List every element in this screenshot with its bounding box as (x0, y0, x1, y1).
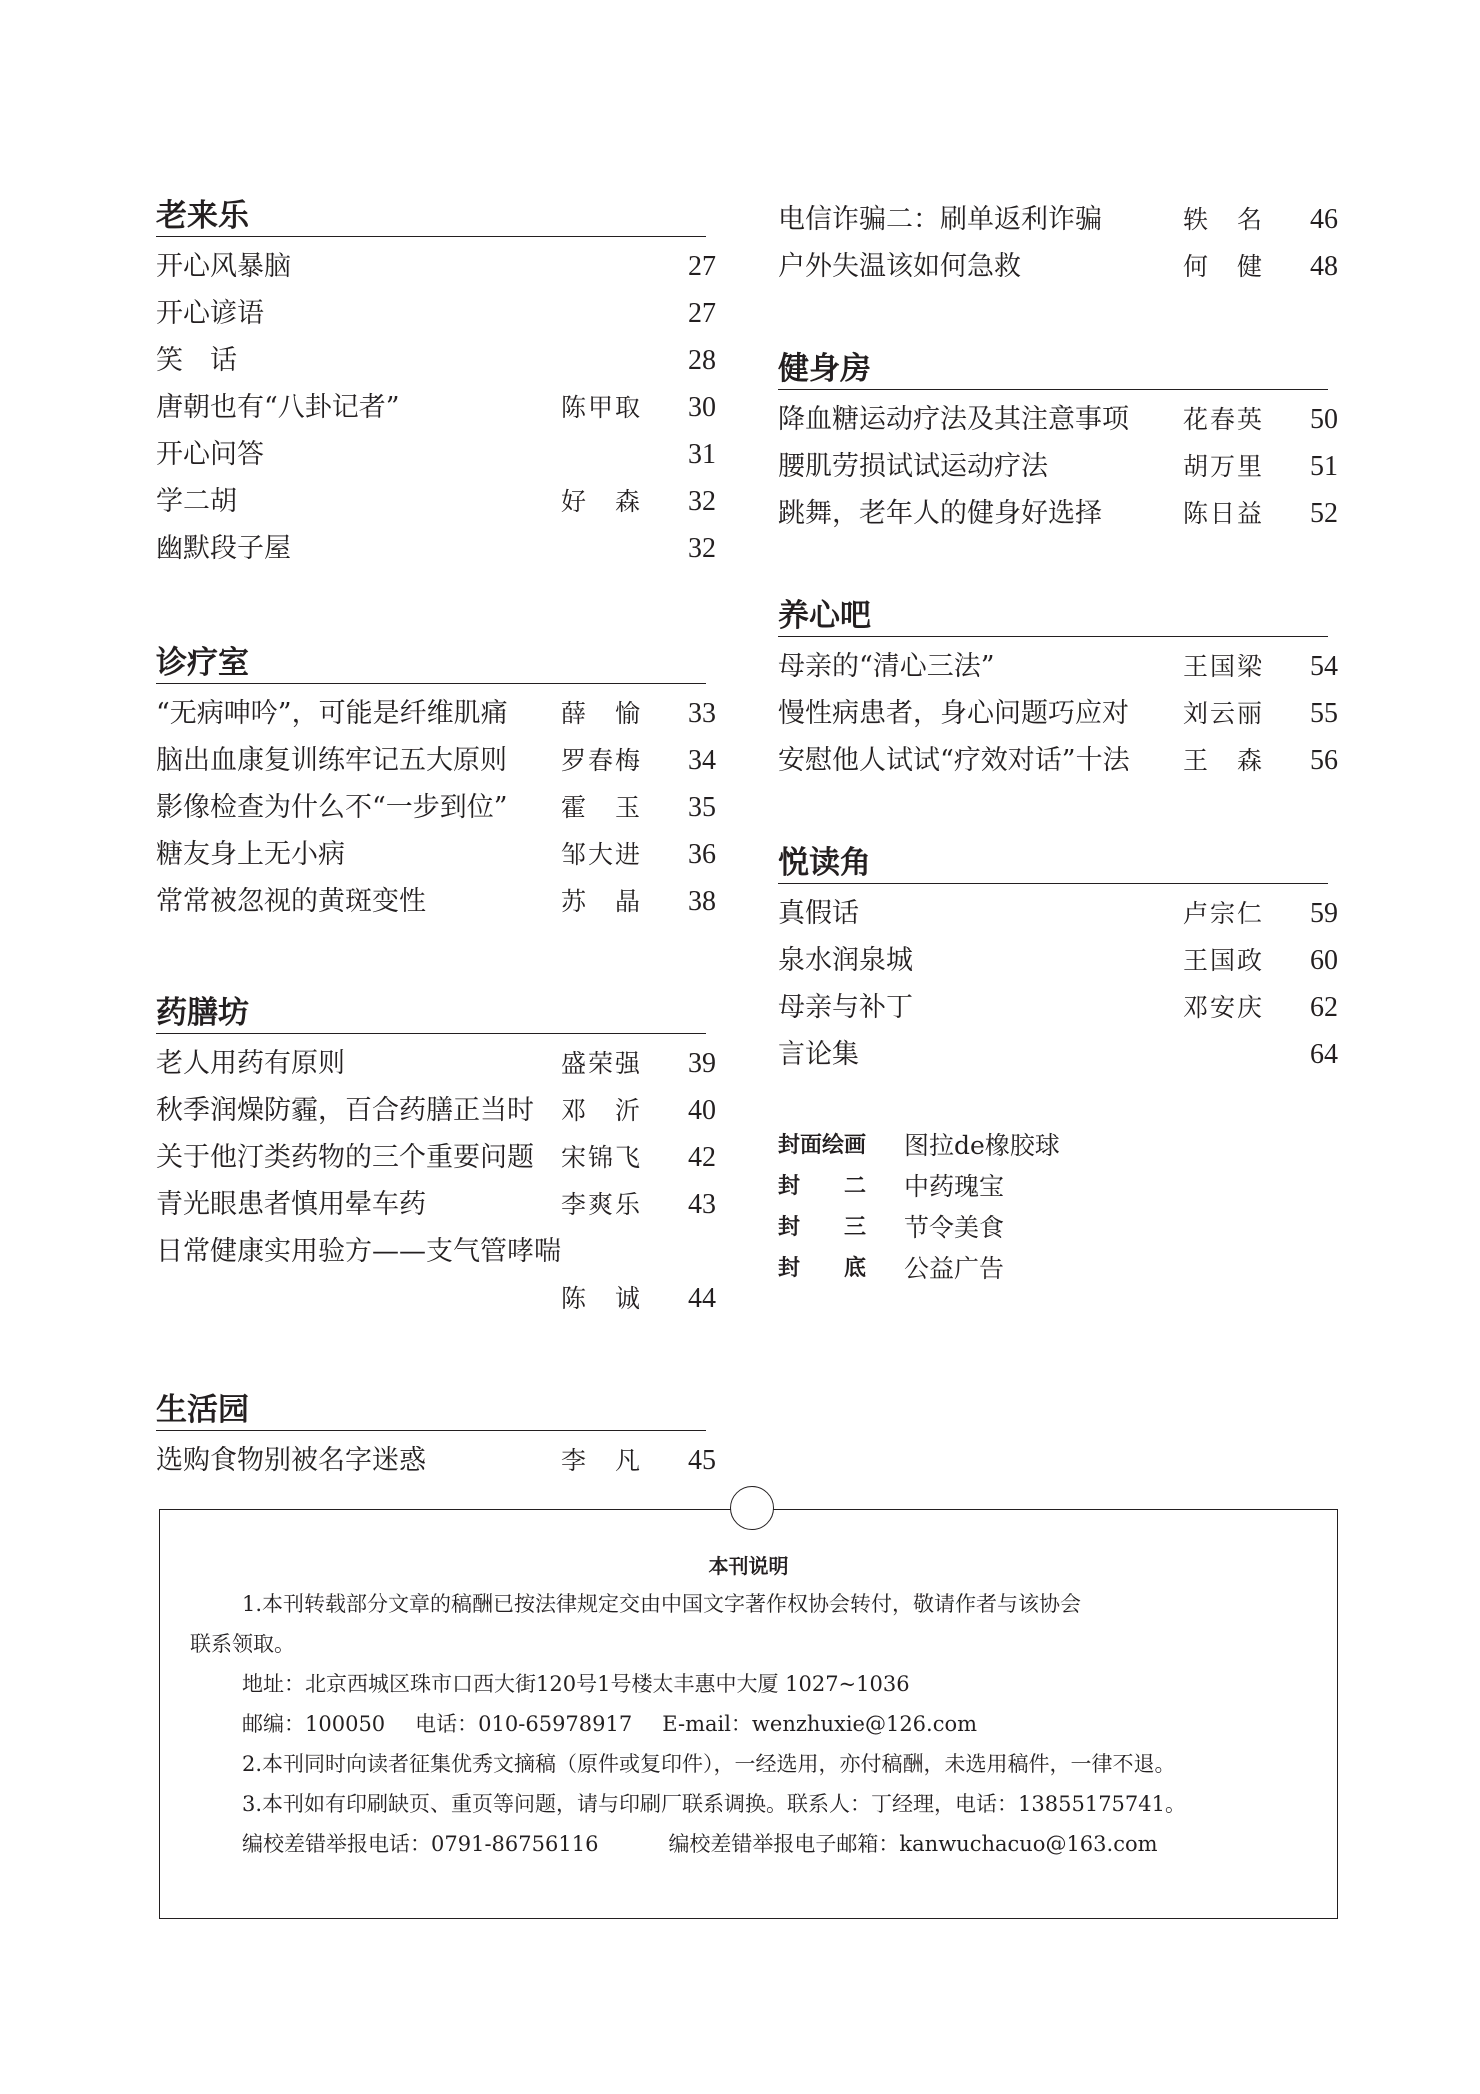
notice-report-line (190, 1824, 1307, 1864)
entry-page: 28 (688, 345, 716, 376)
credit-row (778, 1207, 1338, 1248)
section-heading: 生活园 (156, 1390, 706, 1431)
entry-author: 邓安庆 (1183, 993, 1265, 1022)
toc-entry[interactable] (778, 243, 1338, 290)
notice-report-phone: 编校差错举报电话：0791-86756116 (242, 1832, 599, 1856)
entry-page: 60 (1310, 945, 1338, 976)
entry-page: 39 (688, 1048, 716, 1079)
notice-line-1: 1.本刊转载部分文章的稿酬已按法律规定交由中国文字著作权协会转付，敬请作者与该协会 (242, 1592, 1082, 1616)
entry-title: 真假话 (778, 898, 859, 929)
entry-title: 言论集 (778, 1039, 859, 1070)
entry-author: 霍 玉 (561, 793, 643, 822)
notice-contact-line (190, 1704, 1307, 1744)
toc-entry[interactable] (156, 737, 716, 784)
toc-entry[interactable] (156, 1228, 716, 1275)
entry-page: 27 (688, 251, 716, 282)
entry-title: 影像检查为什么不“一步到位” (156, 792, 508, 823)
entry-title: 开心谚语 (156, 298, 264, 329)
credit-value: 公益广告 (904, 1254, 1005, 1283)
toc-left-column (156, 196, 716, 1484)
entry-title: 唐朝也有“八卦记者” (156, 392, 400, 423)
journal-notice-box (159, 1509, 1338, 1919)
entry-page: 34 (688, 745, 716, 776)
notice-body (160, 1584, 1337, 1864)
credit-value: 中药瑰宝 (904, 1172, 1005, 1201)
credit-row (778, 1125, 1338, 1166)
entry-title: 降血糖运动疗法及其注意事项 (778, 404, 1129, 435)
toc-section-yangxinba (778, 596, 1338, 784)
entry-page: 55 (1310, 698, 1338, 729)
toc-entry[interactable] (156, 290, 716, 337)
toc-entry[interactable] (156, 431, 716, 478)
entry-page: 59 (1310, 898, 1338, 929)
entry-author: 何 健 (1183, 252, 1265, 281)
notice-line-1b: 联系领取。 (190, 1632, 295, 1656)
entry-page: 51 (1310, 451, 1338, 482)
toc-section-yaoshanfang (156, 993, 716, 1322)
toc-section-jianshenfang (778, 349, 1338, 537)
entry-author: 陈甲取 (561, 393, 643, 422)
toc-section-shenghuoyuan (156, 1390, 716, 1484)
entry-author: 罗春梅 (561, 746, 643, 775)
section-heading: 健身房 (778, 349, 1328, 390)
toc-entry[interactable] (778, 984, 1338, 1031)
entry-page: 50 (1310, 404, 1338, 435)
notice-postcode: 邮编：100050 (242, 1712, 386, 1736)
entry-title: 户外失温该如何急救 (778, 251, 1021, 282)
entry-title: 安慰他人试试“疗效对话”十法 (778, 745, 1130, 776)
toc-entry[interactable] (778, 196, 1338, 243)
entry-title: 青光眼患者慎用晕车药 (156, 1189, 426, 1220)
section-heading: 养心吧 (778, 596, 1328, 637)
entry-page: 54 (1310, 651, 1338, 682)
toc-entry[interactable] (778, 890, 1338, 937)
entry-page: 30 (688, 392, 716, 423)
toc-entry[interactable] (156, 337, 716, 384)
entry-title: 关于他汀类药物的三个重要问题 (156, 1142, 534, 1173)
section-heading: 药膳坊 (156, 993, 706, 1034)
entry-author: 苏 晶 (561, 887, 643, 916)
entry-author: 邹大进 (561, 840, 643, 869)
entry-page: 42 (688, 1142, 716, 1173)
toc-entry[interactable] (156, 1087, 716, 1134)
entry-title: “无病呻吟”，可能是纤维肌痛 (156, 698, 508, 729)
entry-title: 常常被忽视的黄斑变性 (156, 886, 426, 917)
entry-page: 36 (688, 839, 716, 870)
toc-entry[interactable] (156, 831, 716, 878)
credit-value: 节令美食 (904, 1213, 1005, 1242)
toc-entry[interactable] (778, 937, 1338, 984)
entry-author: 陈日益 (1183, 499, 1265, 528)
toc-entry[interactable] (778, 690, 1338, 737)
entry-author: 胡万里 (1183, 452, 1265, 481)
toc-entry[interactable] (778, 1031, 1338, 1078)
notice-email: E-mail：wenzhuxie@126.com (662, 1712, 978, 1736)
entry-page: 33 (688, 698, 716, 729)
entry-page: 40 (688, 1095, 716, 1126)
notice-line-2: 2.本刊同时向读者征集优秀文摘稿（原件或复印件），一经选用，亦付稿酬，未选用稿件，一律不退。 (242, 1752, 1176, 1776)
toc-section-laolaile (156, 196, 716, 572)
entry-title: 脑出血康复训练牢记五大原则 (156, 745, 507, 776)
entry-title: 日常健康实用验方——支气管哮喘 (156, 1236, 561, 1267)
entry-title: 选购食物别被名字迷惑 (156, 1445, 426, 1476)
entry-page: 56 (1310, 745, 1338, 776)
entry-title: 母亲的“清心三法” (778, 651, 995, 682)
entry-title: 笑 话 (156, 345, 237, 376)
notice-title: 本刊说明 (708, 1554, 789, 1578)
toc-section-zhenliaoshi (156, 643, 716, 925)
entry-author: 王 森 (1183, 746, 1265, 775)
toc-entry[interactable] (778, 737, 1338, 784)
toc-entry[interactable] (156, 243, 716, 290)
entry-page: 52 (1310, 498, 1338, 529)
toc-section-yuedujiao (778, 843, 1338, 1078)
entry-author: 刘云丽 (1183, 699, 1265, 728)
notice-phone: 电话：010-65978917 (415, 1712, 633, 1736)
entry-page: 32 (688, 533, 716, 564)
entry-author: 盛荣强 (561, 1049, 643, 1078)
entry-page: 31 (688, 439, 716, 470)
entry-title: 老人用药有原则 (156, 1048, 345, 1079)
toc-entry[interactable] (156, 1181, 716, 1228)
notice-address: 地址：北京西城区珠市口西大街120号1号楼太丰惠中大厦 1027~1036 (242, 1672, 910, 1696)
entry-author: 李爽乐 (561, 1190, 643, 1219)
entry-page: 45 (688, 1445, 716, 1476)
toc-entry[interactable] (156, 384, 716, 431)
entry-title: 幽默段子屋 (156, 533, 291, 564)
entry-author: 王国政 (1183, 946, 1265, 975)
entry-title: 母亲与补丁 (778, 992, 913, 1023)
credit-value: 图拉de橡胶球 (904, 1131, 1060, 1160)
toc-entry[interactable] (156, 784, 716, 831)
toc-entry[interactable] (156, 525, 716, 572)
entry-title: 泉水润泉城 (778, 945, 913, 976)
toc-right-column (778, 196, 1338, 1289)
entry-page: 43 (688, 1189, 716, 1220)
credit-label: 封面绘画 (778, 1133, 867, 1158)
notice-report-email: 编校差错举报电子邮箱：kanwuchacuo@163.com (668, 1832, 1158, 1856)
credit-label: 封 底 (778, 1256, 867, 1281)
credit-row (778, 1248, 1338, 1289)
toc-entry[interactable] (778, 643, 1338, 690)
entry-title: 开心风暴脑 (156, 251, 291, 282)
entry-page: 64 (1310, 1039, 1338, 1070)
toc-entry[interactable] (156, 878, 716, 925)
entry-author: 薛 愉 (561, 699, 643, 728)
entry-title: 糖友身上无小病 (156, 839, 345, 870)
entry-author: 宋锦飞 (561, 1143, 643, 1172)
toc-entry[interactable] (156, 690, 716, 737)
notice-line-3: 3.本刊如有印刷缺页、重页等问题，请与印刷厂联系调换。联系人：丁经理，电话：13855175741。 (242, 1792, 1187, 1816)
section-heading: 老来乐 (156, 196, 706, 237)
entry-page: 48 (1310, 251, 1338, 282)
toc-entry[interactable] (156, 1134, 716, 1181)
entry-author: 轶 名 (1183, 205, 1265, 234)
section-heading: 诊疗室 (156, 643, 706, 684)
entry-title: 慢性病患者，身心问题巧应对 (778, 698, 1129, 729)
entry-page: 27 (688, 298, 716, 329)
toc-entry[interactable] (778, 396, 1338, 443)
entry-title: 跳舞，老年人的健身好选择 (778, 498, 1102, 529)
entry-title: 学二胡 (156, 486, 237, 517)
toc-continued-items (778, 196, 1338, 290)
entry-title: 秋季润燥防霾，百合药膳正当时 (156, 1095, 534, 1126)
entry-page: 35 (688, 792, 716, 823)
circle-ornament (730, 1486, 774, 1530)
toc-entry[interactable] (778, 443, 1338, 490)
credit-row (778, 1166, 1338, 1207)
cover-credits (778, 1125, 1338, 1289)
toc-entry[interactable] (156, 478, 716, 525)
section-heading: 悦读角 (778, 843, 1328, 884)
entry-page: 32 (688, 486, 716, 517)
entry-page: 62 (1310, 992, 1338, 1023)
credit-label: 封 二 (778, 1174, 867, 1199)
entry-page: 38 (688, 886, 716, 917)
toc-entry[interactable] (156, 1040, 716, 1087)
entry-author: 花春英 (1183, 405, 1265, 434)
toc-entry[interactable] (156, 1437, 716, 1484)
entry-author: 王国梁 (1183, 652, 1265, 681)
entry-author: 陈 诚 (561, 1284, 643, 1313)
entry-page: 44 (688, 1283, 716, 1314)
toc-entry[interactable] (778, 490, 1338, 537)
entry-author: 李 凡 (561, 1446, 643, 1475)
toc-entry-continued[interactable] (156, 1275, 716, 1322)
entry-title: 开心问答 (156, 439, 264, 470)
entry-author: 卢宗仁 (1183, 899, 1265, 928)
entry-author: 邓 沂 (561, 1096, 643, 1125)
entry-title: 腰肌劳损试试运动疗法 (778, 451, 1048, 482)
entry-title: 电信诈骗二：刷单返利诈骗 (778, 204, 1102, 235)
entry-author: 好 森 (561, 487, 643, 516)
entry-page: 46 (1310, 204, 1338, 235)
credit-label: 封 三 (778, 1215, 867, 1240)
